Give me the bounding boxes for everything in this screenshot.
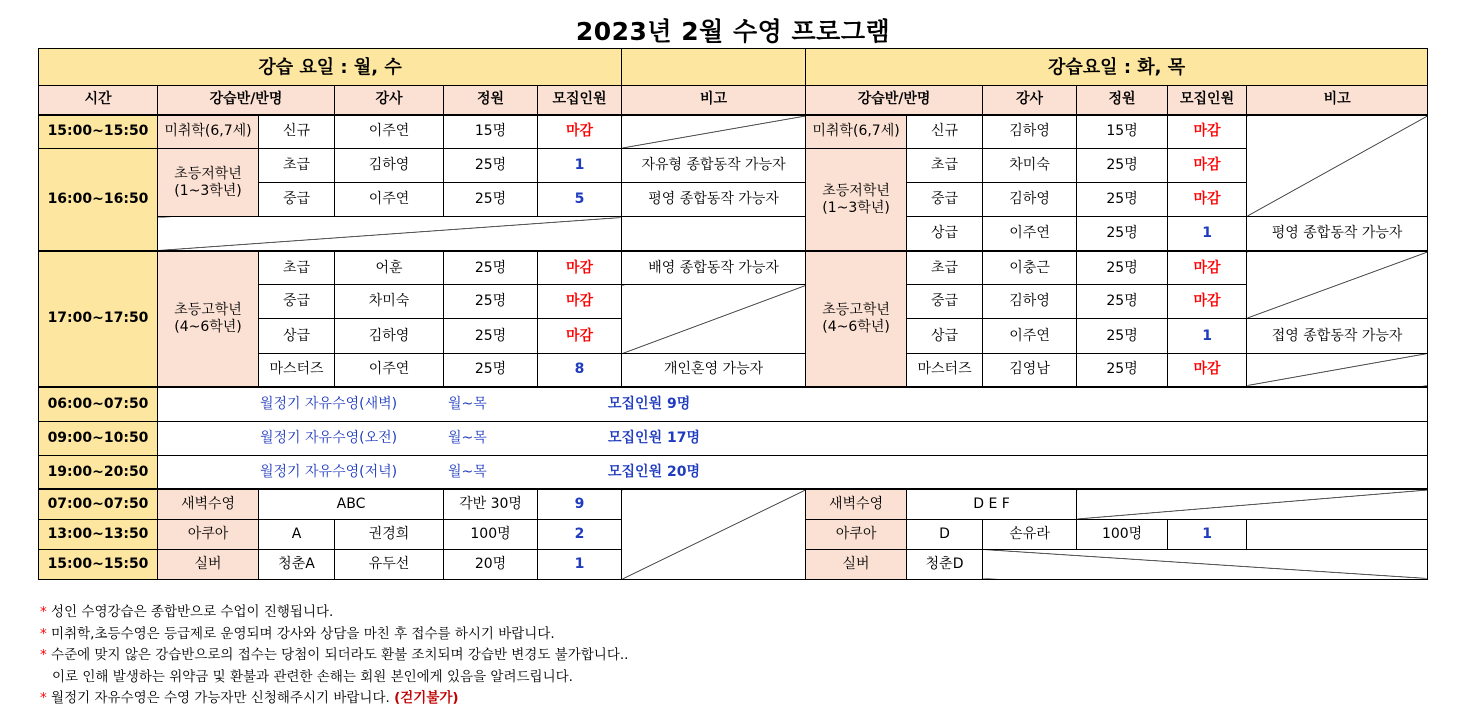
col-note: 비고 xyxy=(1247,86,1428,115)
note-empty-diagonal xyxy=(622,285,806,353)
recruit-cell: 마감 xyxy=(538,319,622,353)
col-time: 시간 xyxy=(39,86,158,115)
note-cell: 접영 종합동작 가능자 xyxy=(1247,319,1428,353)
col-recruit: 모집인원 xyxy=(1168,86,1247,115)
page-title: 2023년 2월 수영 프로그램 xyxy=(575,17,891,46)
capacity-cell: 25명 xyxy=(444,353,538,387)
capacity-cell: 25명 xyxy=(1077,353,1168,387)
note-cell: 배영 종합동작 가능자 xyxy=(622,251,806,285)
note-cell: 평영 종합동작 가능자 xyxy=(622,183,806,217)
walking-not-allowed: (걷기불가) xyxy=(394,690,459,706)
level-cell: 신규 xyxy=(907,115,983,149)
capacity-cell: 25명 xyxy=(444,183,538,217)
free-swim-recruit: 모집인원 20명 xyxy=(608,463,700,480)
notes-section xyxy=(40,602,628,710)
free-swim-row xyxy=(158,421,1428,455)
time-cell: 09:00~10:50 xyxy=(39,421,158,455)
teacher-cell: 차미숙 xyxy=(335,285,444,319)
free-swim-days: 월~목 xyxy=(448,395,487,412)
teacher-cell: 차미숙 xyxy=(983,149,1077,183)
recruit-cell: 9 xyxy=(538,489,622,519)
teacher-cell: 이주연 xyxy=(335,353,444,387)
adult-class-cell: 새벽수영 xyxy=(158,489,259,519)
empty-diagonal xyxy=(983,549,1428,579)
capacity-cell: 25명 xyxy=(444,149,538,183)
capacity-cell: 20명 xyxy=(444,549,538,579)
recruit-cell: 마감 xyxy=(1168,149,1247,183)
level-cell: 중급 xyxy=(907,183,983,217)
teacher-cell: 이주연 xyxy=(983,319,1077,353)
capacity-cell: 100명 xyxy=(444,519,538,549)
note-empty-diagonal xyxy=(1247,251,1428,319)
col-teacher: 강사 xyxy=(335,86,444,115)
left-days-header: 강습 요일 : 월, 수 xyxy=(39,49,622,86)
level-cell: 중급 xyxy=(259,183,335,217)
empty-diagonal xyxy=(158,217,622,251)
capacity-cell: 25명 xyxy=(444,319,538,353)
col-class: 강습반/반명 xyxy=(158,86,335,115)
capacity-cell: 15명 xyxy=(1077,115,1168,149)
level-cell: A xyxy=(259,519,335,549)
teacher-cell: 어훈 xyxy=(335,251,444,285)
free-swim-name: 월정기 자유수영(오전) xyxy=(260,429,398,446)
group-cell: 미취학(6,7세) xyxy=(806,115,907,149)
level-cell: 청춘A xyxy=(259,549,335,579)
recruit-cell: 1 xyxy=(538,149,622,183)
capacity-cell: 25명 xyxy=(444,285,538,319)
group-cell: 초등저학년 (1~3학년) xyxy=(806,149,907,251)
col-teacher: 강사 xyxy=(983,86,1077,115)
level-cell: 초급 xyxy=(907,251,983,285)
recruit-cell: 1 xyxy=(1168,519,1247,549)
note-empty-diagonal xyxy=(1247,353,1428,387)
group-cell: 미취학(6,7세) xyxy=(158,115,259,149)
capacity-cell: 100명 xyxy=(1077,519,1168,549)
time-cell: 15:00~15:50 xyxy=(39,115,158,149)
level-cell: 신규 xyxy=(259,115,335,149)
free-swim-days: 월~목 xyxy=(448,463,487,480)
note-line: 이로 인해 발생하는 위약금 및 환불과 관련한 손해는 회원 본인에게 있음을 알려드립니다. xyxy=(52,668,573,685)
recruit-cell: 1 xyxy=(538,549,622,579)
note-cell: 개인혼영 가능자 xyxy=(622,353,806,387)
time-cell: 17:00~17:50 xyxy=(39,251,158,387)
capacity-cell: 25명 xyxy=(1077,217,1168,251)
note-empty-diagonal xyxy=(622,489,806,579)
note-empty-diagonal xyxy=(1247,115,1428,217)
note-line: * 수준에 맞지 않은 강습반으로의 접수는 당첨이 되더라도 환불 조치되며 강습반 변경도 불가합니다.. xyxy=(40,647,629,663)
recruit-cell: 8 xyxy=(538,353,622,387)
free-swim-days: 월~목 xyxy=(448,429,487,446)
recruit-cell: 1 xyxy=(1168,319,1247,353)
level-cell: 상급 xyxy=(259,319,335,353)
recruit-cell: 마감 xyxy=(1168,353,1247,387)
level-cell: 상급 xyxy=(907,217,983,251)
group-cell: 초등고학년 (4~6학년) xyxy=(158,251,259,387)
level-cell: 상급 xyxy=(907,319,983,353)
teacher-cell: 김하영 xyxy=(983,115,1077,149)
capacity-cell: 25명 xyxy=(1077,183,1168,217)
teacher-cell: 이충근 xyxy=(983,251,1077,285)
recruit-cell: 마감 xyxy=(1168,285,1247,319)
capacity-cell: 25명 xyxy=(1077,319,1168,353)
time-cell: 06:00~07:50 xyxy=(39,387,158,421)
group-cell: 초등저학년 (1~3학년) xyxy=(158,149,259,217)
teacher-cell: 이주연 xyxy=(335,183,444,217)
time-cell: 13:00~13:50 xyxy=(39,519,158,549)
col-capacity: 정원 xyxy=(444,86,538,115)
level-cell: 마스터즈 xyxy=(907,353,983,387)
recruit-cell: 마감 xyxy=(1168,251,1247,285)
teacher-cell: 김영남 xyxy=(983,353,1077,387)
right-days-header: 강습요일 : 화, 목 xyxy=(806,49,1428,86)
note-line: * 성인 수영강습은 종합반으로 수업이 진행됩니다. xyxy=(40,604,334,620)
adult-name-cell: D E F xyxy=(907,489,1077,519)
level-cell: 초급 xyxy=(259,251,335,285)
col-note: 비고 xyxy=(622,86,806,115)
free-swim-recruit: 모집인원 17명 xyxy=(608,429,700,446)
capacity-cell: 25명 xyxy=(444,251,538,285)
level-cell: 초급 xyxy=(907,149,983,183)
capacity-cell: 25명 xyxy=(1077,149,1168,183)
recruit-cell: 마감 xyxy=(538,115,622,149)
adult-class-cell: 새벽수영 xyxy=(806,489,907,519)
note-empty-diagonal xyxy=(622,115,806,149)
recruit-cell: 마감 xyxy=(538,285,622,319)
time-cell: 19:00~20:50 xyxy=(39,455,158,489)
adult-class-cell: 아쿠아 xyxy=(806,519,907,549)
recruit-cell: 5 xyxy=(538,183,622,217)
teacher-cell: 이주연 xyxy=(335,115,444,149)
note-line: * 미취학,초등수영은 등급제로 운영되며 강사와 상담을 마친 후 접수를 하시기 바랍니다. xyxy=(40,625,555,642)
free-swim-row xyxy=(158,387,1428,421)
recruit-cell: 마감 xyxy=(1168,115,1247,149)
empty-cell xyxy=(622,217,806,251)
capacity-cell: 15명 xyxy=(444,115,538,149)
adult-class-cell: 아쿠아 xyxy=(158,519,259,549)
recruit-cell: 마감 xyxy=(1168,183,1247,217)
col-class: 강습반/반명 xyxy=(806,86,983,115)
time-cell: 07:00~07:50 xyxy=(39,489,158,519)
recruit-cell: 1 xyxy=(1168,217,1247,251)
level-cell: 중급 xyxy=(907,285,983,319)
teacher-cell: 김하영 xyxy=(335,149,444,183)
teacher-cell: 유두선 xyxy=(335,549,444,579)
col-recruit: 모집인원 xyxy=(538,86,622,115)
capacity-cell: 각반 30명 xyxy=(444,489,538,519)
schedule-table xyxy=(38,48,1428,580)
teacher-cell: 김하영 xyxy=(335,319,444,353)
time-cell: 15:00~15:50 xyxy=(39,549,158,579)
teacher-cell: 이주연 xyxy=(983,217,1077,251)
teacher-cell: 김하영 xyxy=(983,183,1077,217)
recruit-cell: 마감 xyxy=(538,251,622,285)
header-blank xyxy=(622,49,806,86)
recruit-cell: 2 xyxy=(538,519,622,549)
level-cell: D xyxy=(907,519,983,549)
empty-cell xyxy=(1247,519,1428,549)
adult-class-cell: 실버 xyxy=(158,549,259,579)
teacher-cell: 김하영 xyxy=(983,285,1077,319)
level-cell: 청춘D xyxy=(907,549,983,579)
teacher-cell: 손유라 xyxy=(983,519,1077,549)
time-cell: 16:00~16:50 xyxy=(39,149,158,251)
adult-name-cell: ABC xyxy=(259,489,444,519)
note-cell: 자유형 종합동작 가능자 xyxy=(622,149,806,183)
teacher-cell: 권경희 xyxy=(335,519,444,549)
col-capacity: 정원 xyxy=(1077,86,1168,115)
empty-diagonal xyxy=(1077,489,1428,519)
free-swim-name: 월정기 자유수영(저녁) xyxy=(260,463,398,480)
level-cell: 중급 xyxy=(259,285,335,319)
capacity-cell: 25명 xyxy=(1077,285,1168,319)
group-cell: 초등고학년 (4~6학년) xyxy=(806,251,907,387)
free-swim-recruit: 모집인원 9명 xyxy=(608,395,691,412)
level-cell: 마스터즈 xyxy=(259,353,335,387)
adult-class-cell: 실버 xyxy=(806,549,907,579)
capacity-cell: 25명 xyxy=(1077,251,1168,285)
free-swim-name: 월정기 자유수영(새벽) xyxy=(260,395,398,412)
level-cell: 초급 xyxy=(259,149,335,183)
note-line: * 월정기 자유수영은 수영 가능자만 신청해주시기 바랍니다. (걷기불가) xyxy=(40,690,459,706)
free-swim-row xyxy=(158,455,1428,489)
note-cell: 평영 종합동작 가능자 xyxy=(1247,217,1428,251)
